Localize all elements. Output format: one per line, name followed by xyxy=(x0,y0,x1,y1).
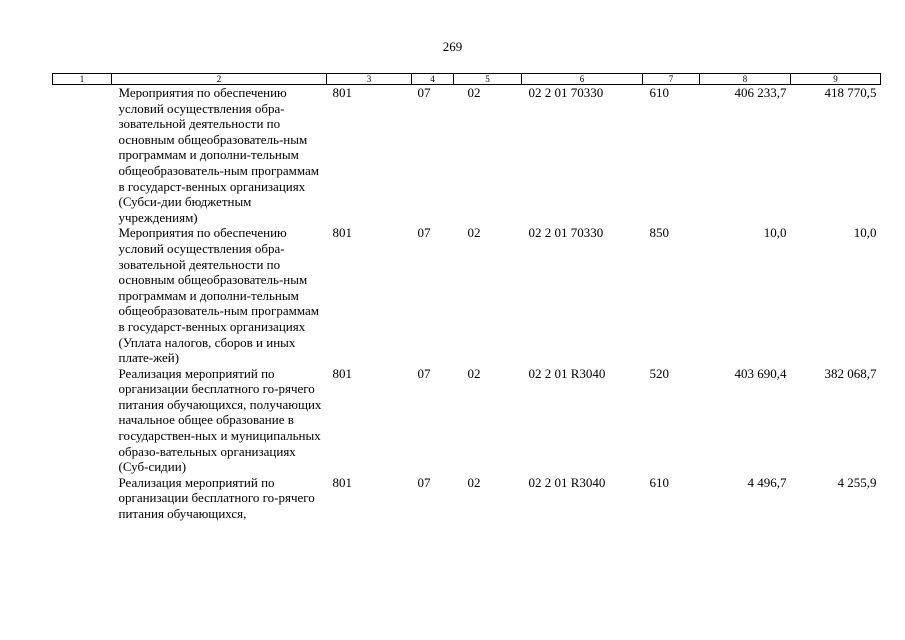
cell-grbs: 801 xyxy=(332,85,352,100)
cell-sum-2: 418 770,5 xyxy=(824,85,877,100)
cell-pr: 02 xyxy=(467,85,481,100)
cell-rz: 07 xyxy=(417,85,431,100)
cell-vr: 520 xyxy=(649,365,669,381)
cell-sum-2: 10,0 xyxy=(853,225,877,241)
cell-pr: 02 xyxy=(467,225,481,241)
cell-empty xyxy=(53,366,112,475)
cell-empty xyxy=(53,85,112,226)
cell-csr: 02 2 01 R3040 xyxy=(528,365,606,381)
col-header-8: 8 xyxy=(700,74,791,85)
col-header-4: 4 xyxy=(412,74,454,85)
table-row xyxy=(53,366,881,475)
col-header-6: 6 xyxy=(522,74,643,85)
cell-rz: 07 xyxy=(417,365,431,381)
cell-vr: 610 xyxy=(649,474,669,490)
table-row xyxy=(53,225,881,365)
cell-rz: 07 xyxy=(417,474,431,490)
page-number: 269 xyxy=(442,39,463,54)
cell-sum-1: 4 496,7 xyxy=(747,474,787,490)
cell-sum-1: 10,0 xyxy=(763,225,787,241)
cell-rz: 07 xyxy=(417,225,431,241)
col-header-5: 5 xyxy=(454,74,522,85)
cell-name: Мероприятия по обеспечению условий осуществления обра-зовательной деятельности по основным общеобразователь-ным программам и дополни-тельным общеобразователь-ным программам в государст-венных организациях (Субси-дии бюджетным учреждениям) xyxy=(118,85,320,225)
cell-name: Реализация мероприятий по организации бесплатного го-рячего питания обучающихся, xyxy=(118,474,315,522)
cell-pr: 02 xyxy=(467,365,481,381)
cell-csr: 02 2 01 70330 xyxy=(528,225,604,241)
cell-empty xyxy=(53,225,112,365)
cell-vr: 610 xyxy=(649,85,669,100)
cell-csr: 02 2 01 70330 xyxy=(528,85,604,100)
cell-grbs: 801 xyxy=(332,225,352,241)
cell-name: Мероприятия по обеспечению условий осуществления обра-зовательной деятельности по основным общеобразователь-ным программам и дополни-тельным общеобразователь-ным программам в государст-венных организациях (Уплата налогов, сборов и иных плате-жей) xyxy=(118,225,320,366)
cell-grbs: 801 xyxy=(332,474,352,490)
cell-csr: 02 2 01 R3040 xyxy=(528,474,606,490)
cell-sum-1: 406 233,7 xyxy=(734,85,787,100)
col-header-1: 1 xyxy=(53,74,112,85)
cell-name: Реализация мероприятий по организации бесплатного го-рячего питания обучающихся, получающих начальное общее образование в государствен-ных и муниципальных образо-вательных организациях (Суб-сидии) xyxy=(118,365,322,475)
cell-sum-2: 382 068,7 xyxy=(824,365,877,381)
col-header-2: 2 xyxy=(112,74,327,85)
budget-table xyxy=(52,73,881,522)
cell-vr: 850 xyxy=(649,225,669,241)
cell-pr: 02 xyxy=(467,474,481,490)
cell-empty xyxy=(53,475,112,522)
cell-sum-2: 4 255,9 xyxy=(837,474,877,490)
header-row xyxy=(53,74,881,85)
cell-grbs: 801 xyxy=(332,365,352,381)
col-header-3: 3 xyxy=(327,74,412,85)
table-row xyxy=(53,85,881,226)
cell-sum-1: 403 690,4 xyxy=(734,365,787,381)
table-row xyxy=(53,475,881,522)
col-header-9: 9 xyxy=(791,74,881,85)
col-header-7: 7 xyxy=(643,74,700,85)
